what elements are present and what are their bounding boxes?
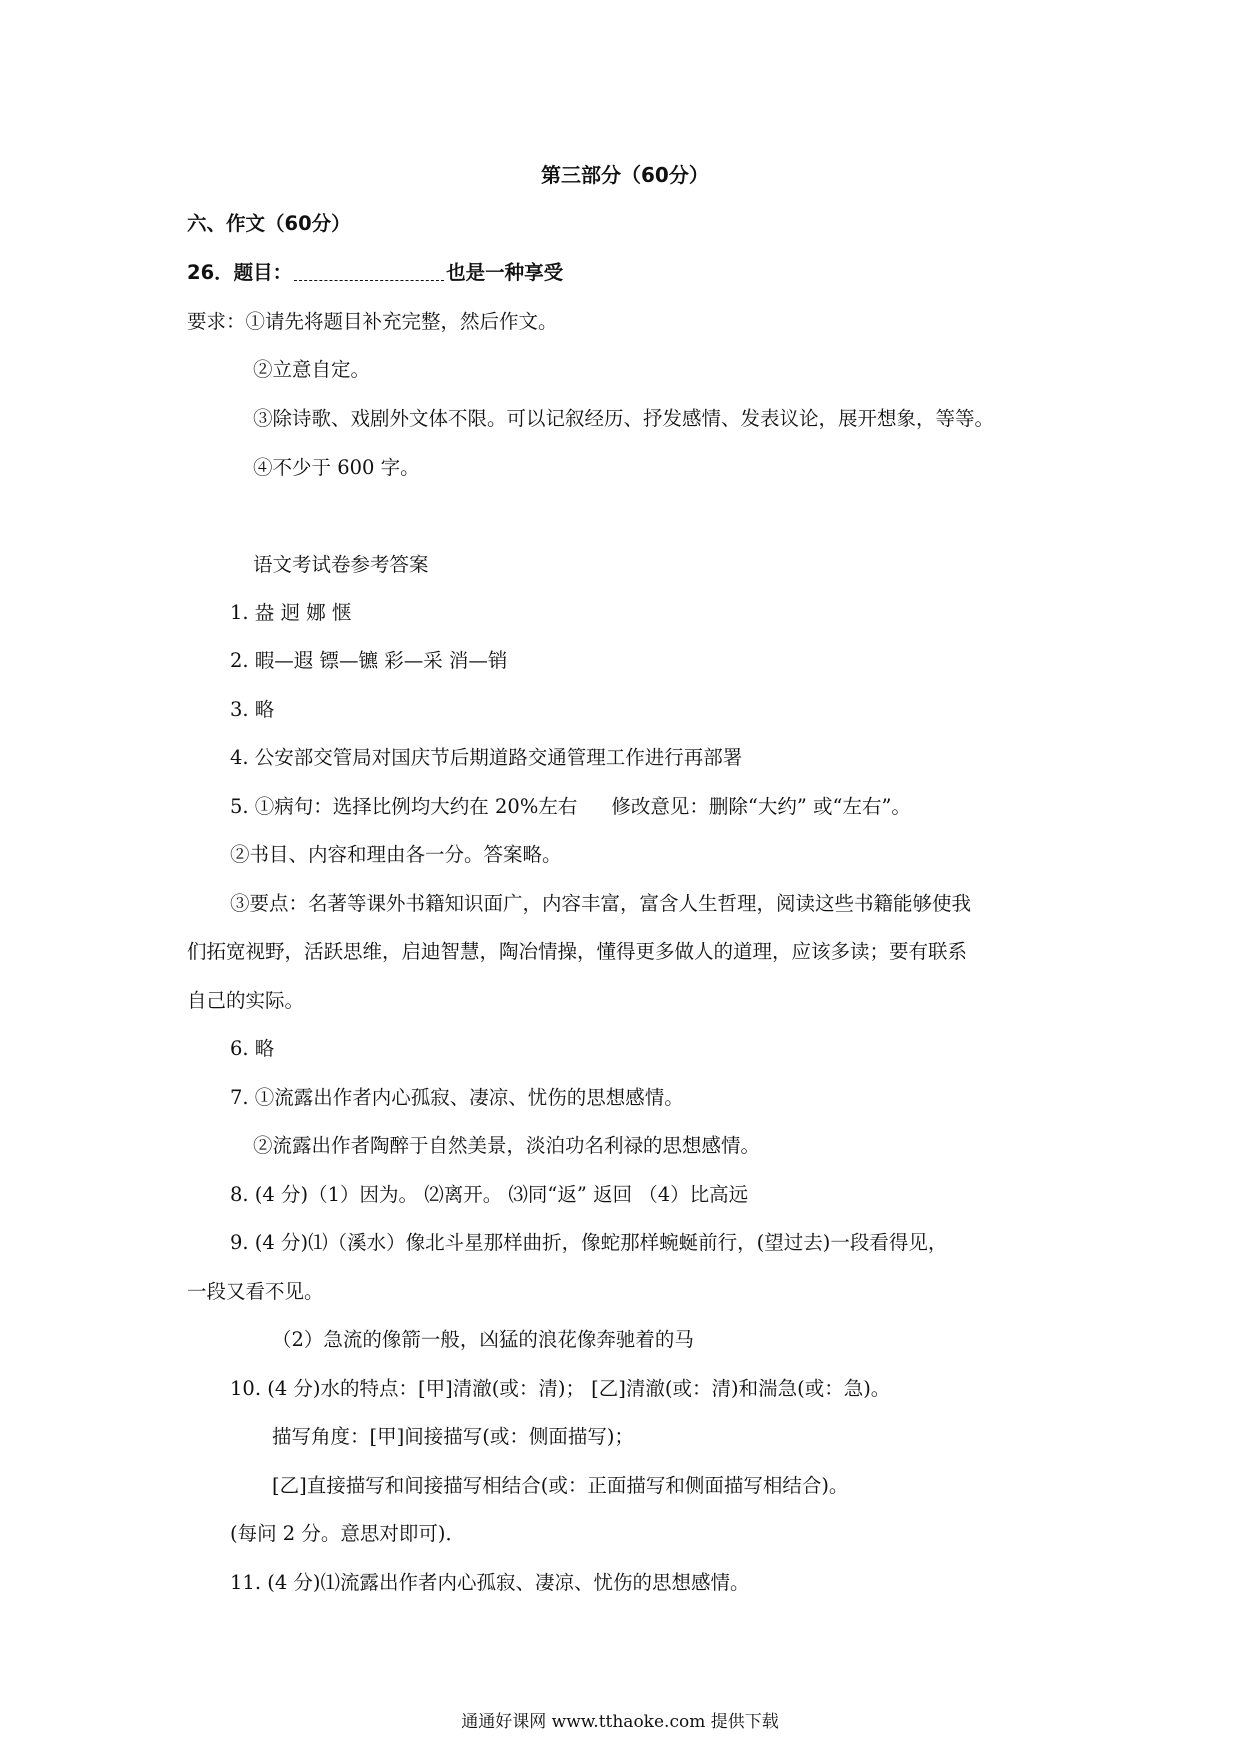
answer-5-3c: 自己的实际。: [187, 989, 305, 1012]
question-26: [187, 262, 563, 283]
answer-10-4: (每问 2 分。意思对即可)．: [230, 1522, 466, 1545]
question-26-prefix: 26．题目：: [187, 261, 293, 284]
answer-5-sentence: 5. ①病句：选择比例均大约在 20%左右: [230, 795, 578, 818]
requirement-4: ④不少于 600 字。: [253, 456, 420, 479]
answer-11: 11. (4 分)⑴流露出作者内心孤寂、凄凉、忧伤的思想感情。: [230, 1571, 750, 1594]
answer-10-2: 描写角度：[甲]间接描写(或：侧面描写)；: [272, 1425, 634, 1448]
answer-9-1: 9. (4 分)⑴（溪水）像北斗星那样曲折，像蛇那样蜿蜒前行，(望过去)一段看得见，: [230, 1231, 948, 1254]
answer-6: 6. 略: [230, 1037, 275, 1060]
answer-5-1: [230, 797, 911, 817]
requirement-1: 要求：①请先将题目补充完整，然后作文。: [187, 310, 558, 333]
answer-9-2: 一段又看不见。: [187, 1280, 324, 1303]
answer-3: 3. 略: [230, 698, 275, 721]
question-26-suffix: 也是一种享受: [446, 261, 564, 284]
answer-5-2: ②书目、内容和理由各一分。答案略。: [230, 843, 562, 866]
answer-7-1: 7. ①流露出作者内心孤寂、凄凉、忧伤的思想感情。: [230, 1086, 684, 1109]
answer-5-3a: ③要点：名著等课外书籍知识面广，内容丰富，富含人生哲理，阅读这些书籍能够使我: [230, 892, 972, 915]
answers-title: 语文考试卷参考答案: [253, 553, 429, 576]
part-title: 第三部分（60分）: [541, 163, 709, 187]
answer-10-1: 10. (4 分)水的特点：[甲]清澈(或：清)； [乙]清澈(或：清)和湍急(或：急)。: [230, 1377, 891, 1400]
requirement-3: ③除诗歌、戏剧外文体不限。可以记叙经历、抒发感情、发表议论，展开想象，等等。: [253, 407, 995, 430]
answer-5-3b: 们拓宽视野，活跃思维，启迪智慧，陶冶情操，懂得更多做人的道理，应该多读；要有联系: [187, 940, 968, 963]
answer-2: 2. 暇—遐 镖—镳 彩—采 消—销: [230, 649, 508, 672]
answer-4: 4. 公安部交管局对国庆节后期道路交通管理工作进行再部署: [230, 746, 743, 769]
requirement-2: ②立意自定。: [253, 358, 371, 381]
answer-8: 8. (4 分)（1）因为。 ⑵离开。 ⑶同“返” 返回 （4）比高远: [230, 1183, 749, 1206]
page-footer: 通通好课网 www.tthaoke.com 提供下载: [461, 1712, 779, 1732]
answer-7-2: ②流露出作者陶醉于自然美景，淡泊功名利禄的思想感情。: [253, 1134, 761, 1157]
answer-10-3: [乙]直接描写和间接描写相结合(或：正面描写和侧面描写相结合)。: [272, 1474, 849, 1497]
section-heading: 六、作文（60分）: [187, 212, 351, 235]
answer-1: 1. 盎 迥 娜 惬: [230, 601, 352, 624]
title-blank: [294, 262, 444, 281]
answer-9-3: （2）急流的像箭一般，凶猛的浪花像奔驰着的马: [272, 1328, 694, 1351]
answer-5-fix: 修改意见：删除“大约” 或“左右”。: [611, 795, 911, 818]
